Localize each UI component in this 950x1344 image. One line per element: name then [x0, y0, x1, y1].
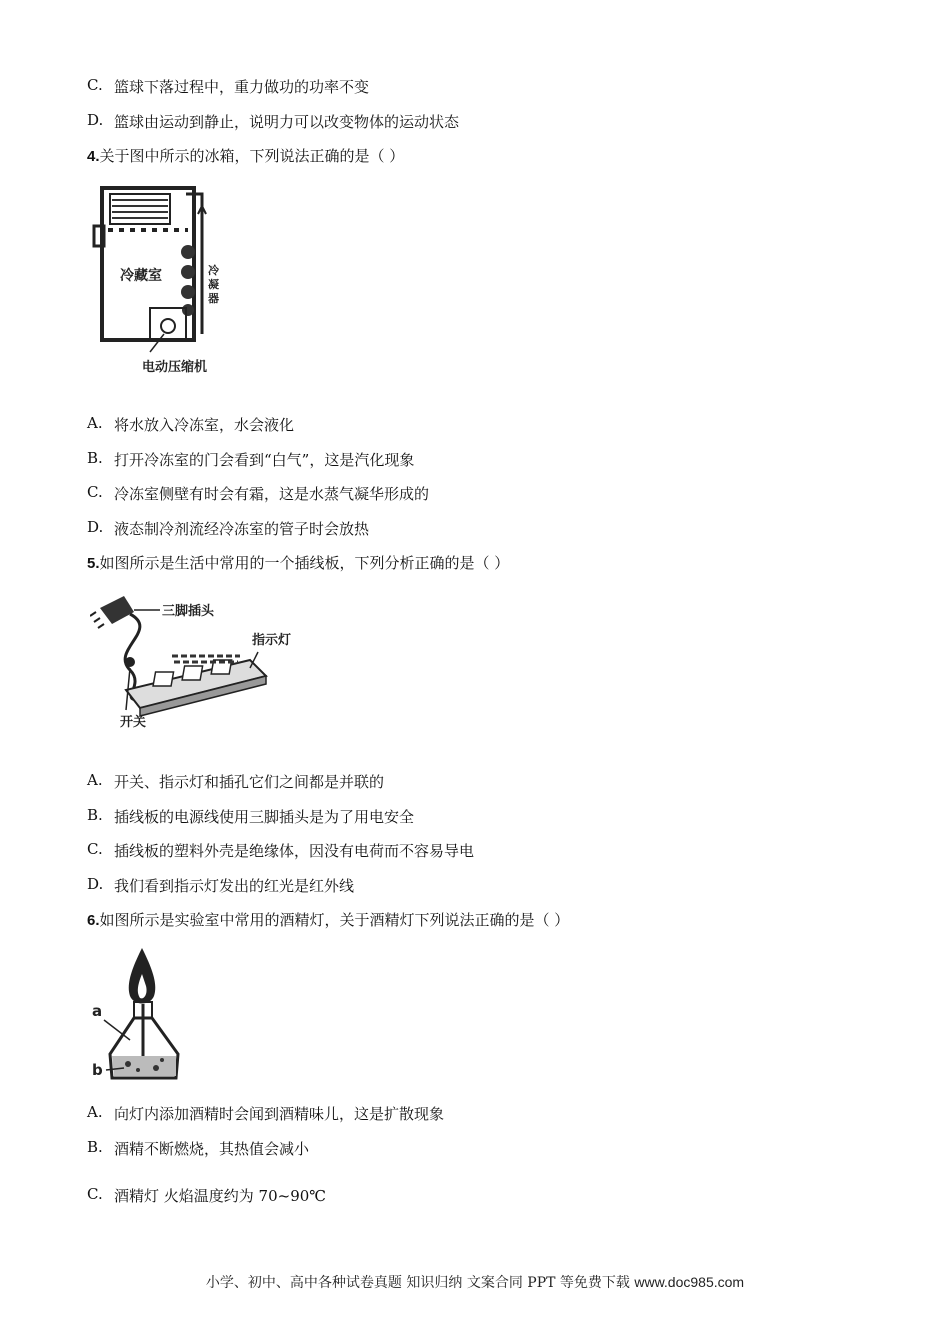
option-text: 向灯内添加酒精时会闻到酒精味儿，这是扩散现象: [114, 1105, 445, 1123]
option-letter: B.: [87, 806, 103, 824]
question-text: 关于图中所示的冰箱，下列说法正确的是（ ）: [99, 147, 405, 165]
footer-text: 小学、初中、高中各种试卷真题 知识归纳 文案合同 PPT 等免费下载: [205, 1275, 630, 1291]
option-text: 酒精灯 火焰温度约为 70~90℃: [114, 1187, 327, 1205]
question-5-stem: [87, 552, 509, 573]
option-text: 我们看到指示灯发出的红光是红外线: [114, 877, 355, 895]
option-text: 将水放入冷冻室，水会液化: [114, 416, 295, 434]
option-letter: C.: [87, 840, 103, 858]
q3-option-c: [87, 76, 369, 97]
q6-option-a: [87, 1103, 444, 1124]
refrigerator-figure: [90, 184, 250, 388]
power-strip-figure: [90, 590, 310, 744]
question-number: 6.: [87, 912, 100, 929]
option-letter: D.: [87, 111, 104, 129]
label-condenser-3: 器: [208, 292, 219, 305]
option-letter: A.: [87, 414, 103, 432]
page-footer: [0, 1272, 950, 1292]
label-condenser-1: 冷: [208, 264, 219, 277]
option-letter: A.: [87, 1103, 103, 1121]
option-text: 液态制冷剂流经冷冻室的管子时会放热: [114, 520, 370, 538]
option-text: 打开冷冻室的门会看到“白气”，这是汽化现象: [114, 451, 415, 469]
question-text: 如图所示是生活中常用的一个插线板，下列分析正确的是（ ）: [99, 554, 510, 572]
option-letter: A.: [87, 771, 103, 789]
option-letter: D.: [87, 875, 104, 893]
q6-option-c: [87, 1185, 326, 1206]
label-three-pin-plug: 三脚插头: [162, 604, 215, 619]
q4-option-b: [87, 449, 414, 470]
option-text: 冷冻室侧壁有时会有霜，这是水蒸气凝华形成的: [114, 485, 430, 503]
option-letter: B.: [87, 449, 103, 467]
option-text: 开关、指示灯和插孔它们之间都是并联的: [114, 773, 385, 791]
q4-option-c: [87, 483, 429, 504]
label-refrigeration-room: 冷藏室: [120, 268, 162, 284]
question-number: 5.: [87, 555, 100, 572]
option-text: 插线板的电源线使用三脚插头是为了用电安全: [114, 808, 415, 826]
q4-option-a: [87, 414, 294, 435]
label-compressor: 电动压缩机: [142, 360, 208, 375]
option-text: 酒精不断燃烧，其热值会减小: [114, 1140, 310, 1158]
q4-option-d: [87, 518, 369, 539]
label-indicator-light: 指示灯: [252, 633, 292, 648]
option-text: 插线板的塑料外壳是绝缘体，因没有电荷而不容易导电: [114, 842, 475, 860]
option-letter: D.: [87, 518, 104, 536]
option-letter: B.: [87, 1138, 103, 1156]
option-text: 篮球下落过程中，重力做功的功率不变: [114, 78, 370, 96]
q3-option-d: [87, 111, 459, 132]
q5-option-a: [87, 771, 384, 792]
option-letter: C.: [87, 1185, 103, 1203]
label-condenser-2: 凝: [208, 278, 219, 291]
q5-option-c: [87, 840, 474, 861]
question-number: 4.: [87, 148, 100, 165]
q6-option-b: [87, 1138, 309, 1159]
q5-option-d: [87, 875, 354, 896]
question-6-stem: [87, 909, 569, 930]
option-letter: C.: [87, 483, 103, 501]
label-switch: 开关: [120, 715, 147, 730]
option-text: 篮球由运动到静止，说明力可以改变物体的运动状态: [114, 113, 460, 131]
footer-url[interactable]: www.doc985.com: [634, 1274, 745, 1290]
alcohol-lamp-figure: [90, 944, 200, 1093]
q5-option-b: [87, 806, 414, 827]
label-a: a: [92, 1002, 103, 1020]
label-b: b: [92, 1061, 103, 1079]
question-text: 如图所示是实验室中常用的酒精灯，关于酒精灯下列说法正确的是（ ）: [99, 911, 570, 929]
option-letter: C.: [87, 76, 103, 94]
question-4-stem: [87, 145, 404, 166]
